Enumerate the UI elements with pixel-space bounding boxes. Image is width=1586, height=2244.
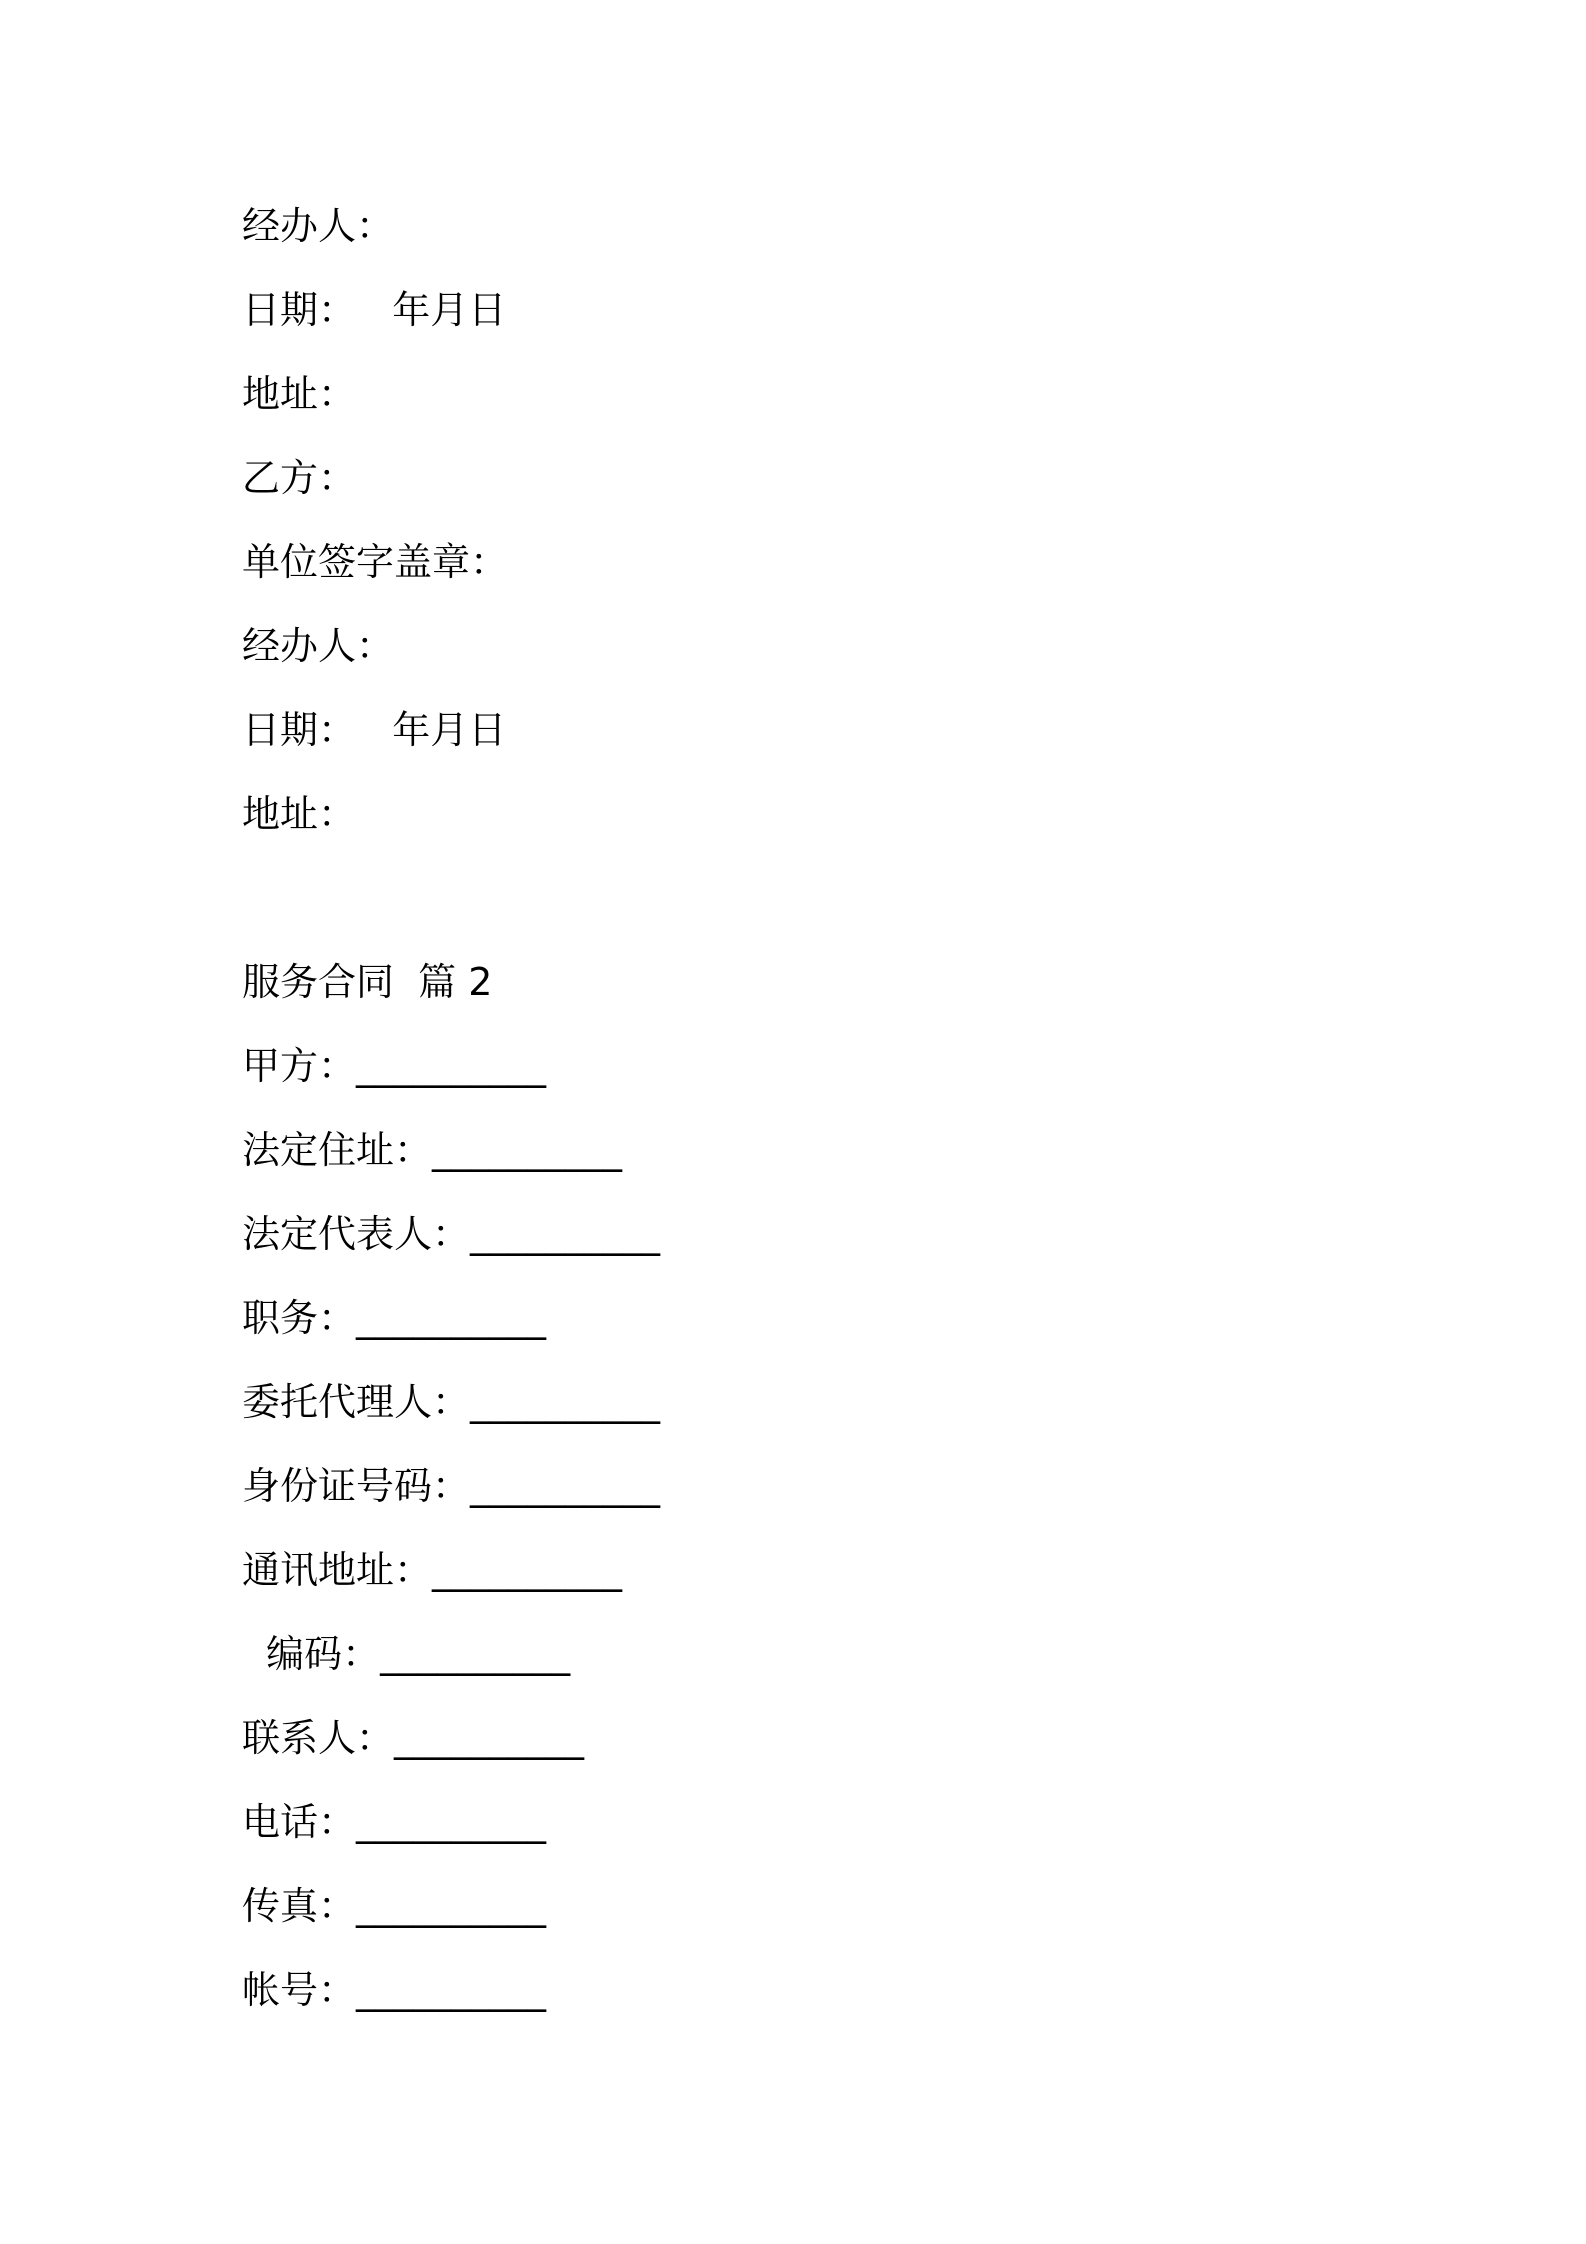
party-b-label: 乙方： — [242, 456, 357, 500]
fax-field: 传真：__________ — [242, 1884, 547, 1928]
date-label: 日期： 年月日 — [242, 288, 507, 332]
mailing-address-field: 通讯地址：__________ — [242, 1548, 623, 1592]
phone-field: 电话：__________ — [242, 1800, 547, 1844]
postal-code-field: 编码：__________ — [242, 1632, 571, 1676]
legal-address-field: 法定住址：__________ — [242, 1128, 623, 1172]
party-a-field: 甲方：__________ — [242, 1044, 547, 1088]
agent-label-2: 经办人： — [242, 624, 395, 668]
id-number-field: 身份证号码：__________ — [242, 1464, 661, 1508]
authorized-agent-field: 委托代理人：__________ — [242, 1380, 661, 1424]
account-number-field: 帐号：__________ — [242, 1968, 547, 2012]
agent-label: 经办人： — [242, 204, 395, 248]
address-label-2: 地址： — [242, 792, 357, 836]
section-heading: 服务合同 篇 2 — [242, 960, 493, 1004]
legal-representative-field: 法定代表人：__________ — [242, 1212, 661, 1256]
contact-person-field: 联系人：__________ — [242, 1716, 585, 1760]
position-field: 职务：__________ — [242, 1296, 547, 1340]
date-label-2: 日期： 年月日 — [242, 708, 507, 752]
address-label: 地址： — [242, 372, 357, 416]
unit-seal-label: 单位签字盖章： — [242, 540, 509, 584]
